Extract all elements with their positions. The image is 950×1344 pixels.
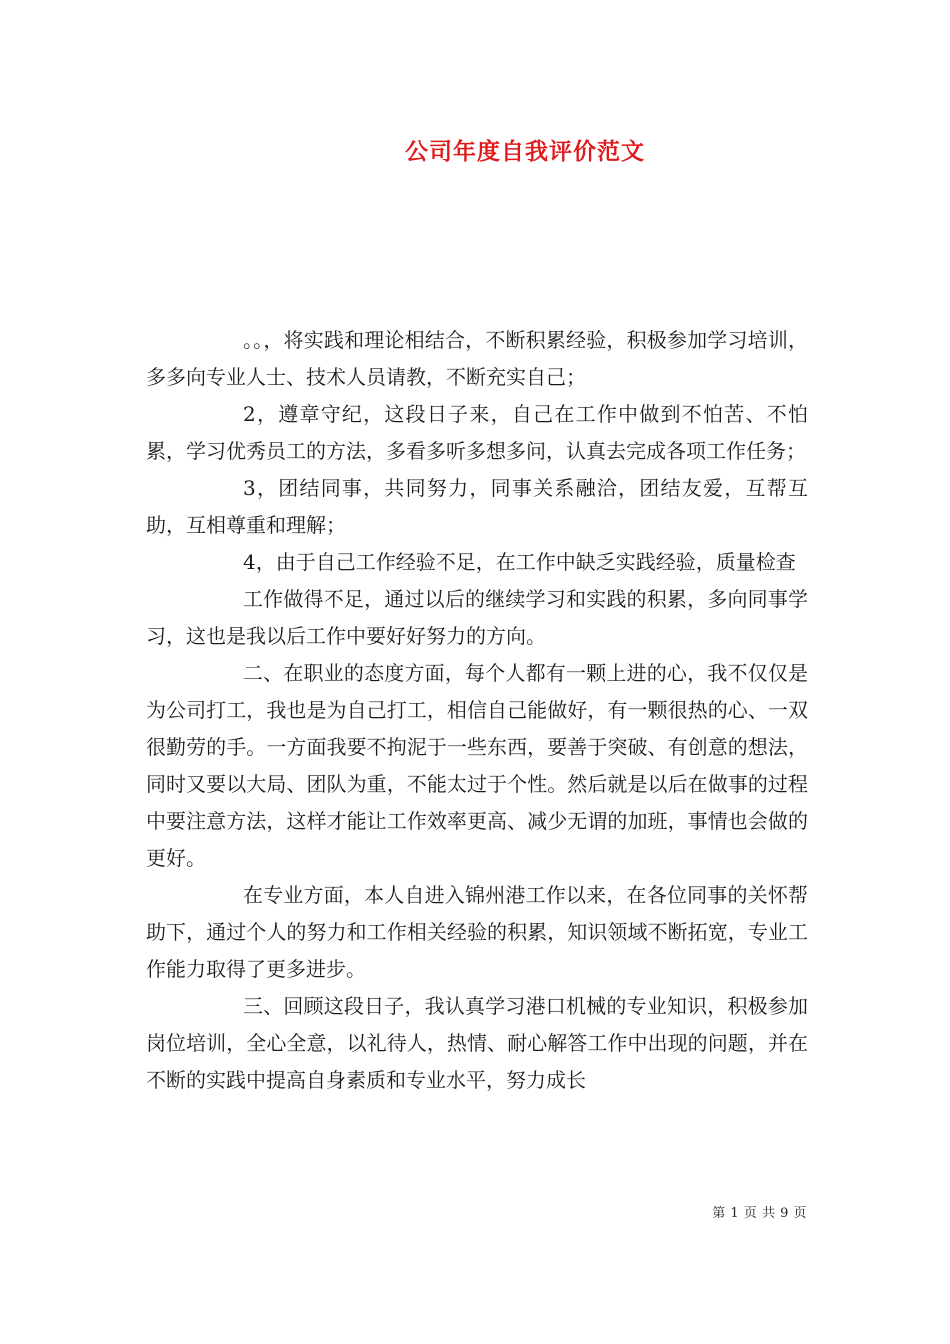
document-title: 公司年度自我评价范文	[405, 138, 645, 165]
paragraph: 在专业方面，本人自进入锦州港工作以来，在各位同事的关怀帮助下，通过个人的努力和工作相关经验的积累，知识领域不断拓宽，专业工作能力取得了更多进步。	[146, 883, 808, 981]
paragraph: 工作做得不足，通过以后的继续学习和实践的积累，多向同事学习，这也是我以后工作中要好好努力的方向。	[146, 587, 808, 648]
paragraph: 二、在职业的态度方面，每个人都有一颗上进的心，我不仅仅是为公司打工，我也是为自己打工，相信自己能做好，有一颗很热的心、一双很勤劳的手。一方面我要不拘泥于一些东西，要善于突破、有创意的想法，同时又要以大局、团队为重，不能太过于个性。然后就是以后在做事的过程中要注意方法，这样才能让工作效率更高、减少无谓的加班，事情也会做的更好。	[146, 661, 808, 870]
paragraph: 三、回顾这段日子，我认真学习港口机械的专业知识，积极参加岗位培训，全心全意，以礼待人，热情、耐心解答工作中出现的问题，并在不断的实践中提高自身素质和专业水平，努力成长	[146, 994, 808, 1092]
paragraph: 。。，将实践和理论相结合，不断积累经验，积极参加学习培训，多多向专业人士、技术人员请教，不断充实自己；	[146, 328, 808, 389]
paragraph: 2，遵章守纪，这段日子来，自己在工作中做到不怕苦、不怕累，学习优秀员工的方法，多看多听多想多问，认真去完成各项工作任务；	[146, 402, 808, 463]
document-body	[146, 322, 808, 1099]
paragraph: 3，团结同事，共同努力，同事关系融洽，团结友爱，互帮互助，互相尊重和理解；	[146, 476, 808, 537]
page-number-footer: 第 1 页 共 9 页	[712, 1206, 807, 1221]
paragraph: 4，由于自己工作经验不足，在工作中缺乏实践经验，质量检查	[243, 550, 796, 574]
